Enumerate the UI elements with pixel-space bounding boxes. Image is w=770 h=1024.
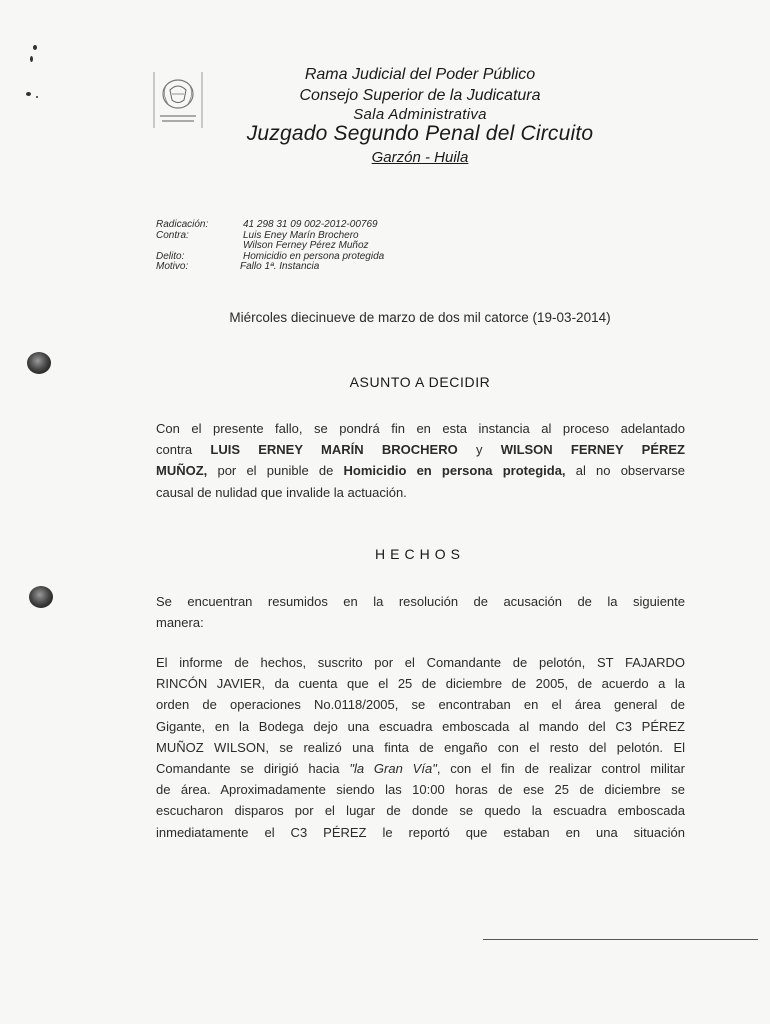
paragraph-line: inmediatamente el C3 PÉREZ le reportó que estaban en una situación <box>156 824 685 840</box>
paragraph-line: manera: <box>156 615 204 631</box>
paragraph-line: escucharon disparos por el lugar de donde se quedo la escuadra emboscada <box>156 803 685 819</box>
hechos-heading: HECHOS <box>375 546 465 562</box>
court-name: Juzgado Segundo Penal del Circuito <box>246 122 594 145</box>
motivo-label: Motivo: <box>156 261 189 272</box>
hechos-body-paragraph <box>156 652 685 843</box>
contra-label: Contra: <box>156 230 189 241</box>
scan-speck <box>30 56 33 62</box>
punch-hole <box>27 352 51 374</box>
colombia-coat-of-arms-icon <box>152 72 204 128</box>
paragraph-line: orden de operaciones No.0118/2005, se encontraban en el área general de <box>156 697 685 713</box>
court-location: Garzón - Huila <box>371 149 469 166</box>
paragraph-line: contra LUIS ERNEY MARÍN BROCHERO y WILSON FERNEY PÉREZ <box>156 442 685 458</box>
punch-hole <box>29 586 53 608</box>
place-name: "la Gran Vía" <box>349 761 437 777</box>
paragraph-line: MUÑOZ, por el punible de Homicidio en persona protegida, al no observarse <box>156 463 686 479</box>
hechos-intro-paragraph <box>156 591 685 633</box>
motivo-value: Fallo 1ª. Instancia <box>240 261 320 272</box>
radicacion-value: 41 298 31 09 002-2012-00769 <box>243 219 378 230</box>
paragraph-line: MUÑOZ WILSON, se realizó una finta de engaño con el resto del pelotón. El <box>156 739 685 755</box>
asunto-heading: ASUNTO A DECIDIR <box>349 374 491 390</box>
contra-value-2: Wilson Ferney Pérez Muñoz <box>243 240 369 251</box>
scan-line-artifact <box>483 939 758 940</box>
header-line-2: Consejo Superior de la Judicatura <box>299 87 541 104</box>
defendant-name-2: WILSON FERNEY PÉREZ <box>500 442 685 458</box>
paragraph-line: El informe de hechos, suscrito por el Comandante de pelotón, ST FAJARDO <box>156 655 685 670</box>
scan-speck <box>33 45 37 50</box>
paragraph-line: Con el presente fallo, se pondrá fin en esta instancia al proceso adelantado <box>156 421 685 436</box>
crime-name: Homicidio en persona protegida, <box>343 463 566 479</box>
header-line-1: Rama Judicial del Poder Público <box>304 66 536 83</box>
delito-label: Delito: <box>156 251 185 262</box>
asunto-paragraph <box>156 418 685 503</box>
scan-speck <box>36 96 38 98</box>
paragraph-line: Se encuentran resumidos en la resolución de acusación de la siguiente <box>156 594 685 609</box>
court-emblem <box>152 72 204 128</box>
radicacion-label: Radicación: <box>156 219 209 230</box>
document-date: Miércoles diecinueve de marzo de dos mil catorce (19-03-2014) <box>229 310 611 325</box>
paragraph-line: Comandante se dirigió hacia "la Gran Vía", con el fin de realizar control militar <box>156 761 685 777</box>
paragraph-line: de área. Aproximadamente siendo las 10:00 horas de ese 25 de diciembre se <box>156 782 685 798</box>
header-line-3: Sala Administrativa <box>353 106 487 123</box>
paragraph-line: causal de nulidad que invalide la actuación. <box>156 484 407 500</box>
contra-value-1: Luis Eney Marín Brochero <box>243 230 359 241</box>
defendant-name-1: LUIS ERNEY MARÍN BROCHERO <box>210 442 458 458</box>
paragraph-line: RINCÓN JAVIER, da cuenta que el 25 de diciembre de 2005, de acuerdo a la <box>156 676 685 692</box>
paragraph-line: Gigante, en la Bodega dejo una escuadra emboscada al mando del C3 PÉREZ <box>156 718 685 734</box>
delito-value: Homicidio en persona protegida <box>243 251 385 262</box>
scan-speck <box>26 92 31 96</box>
